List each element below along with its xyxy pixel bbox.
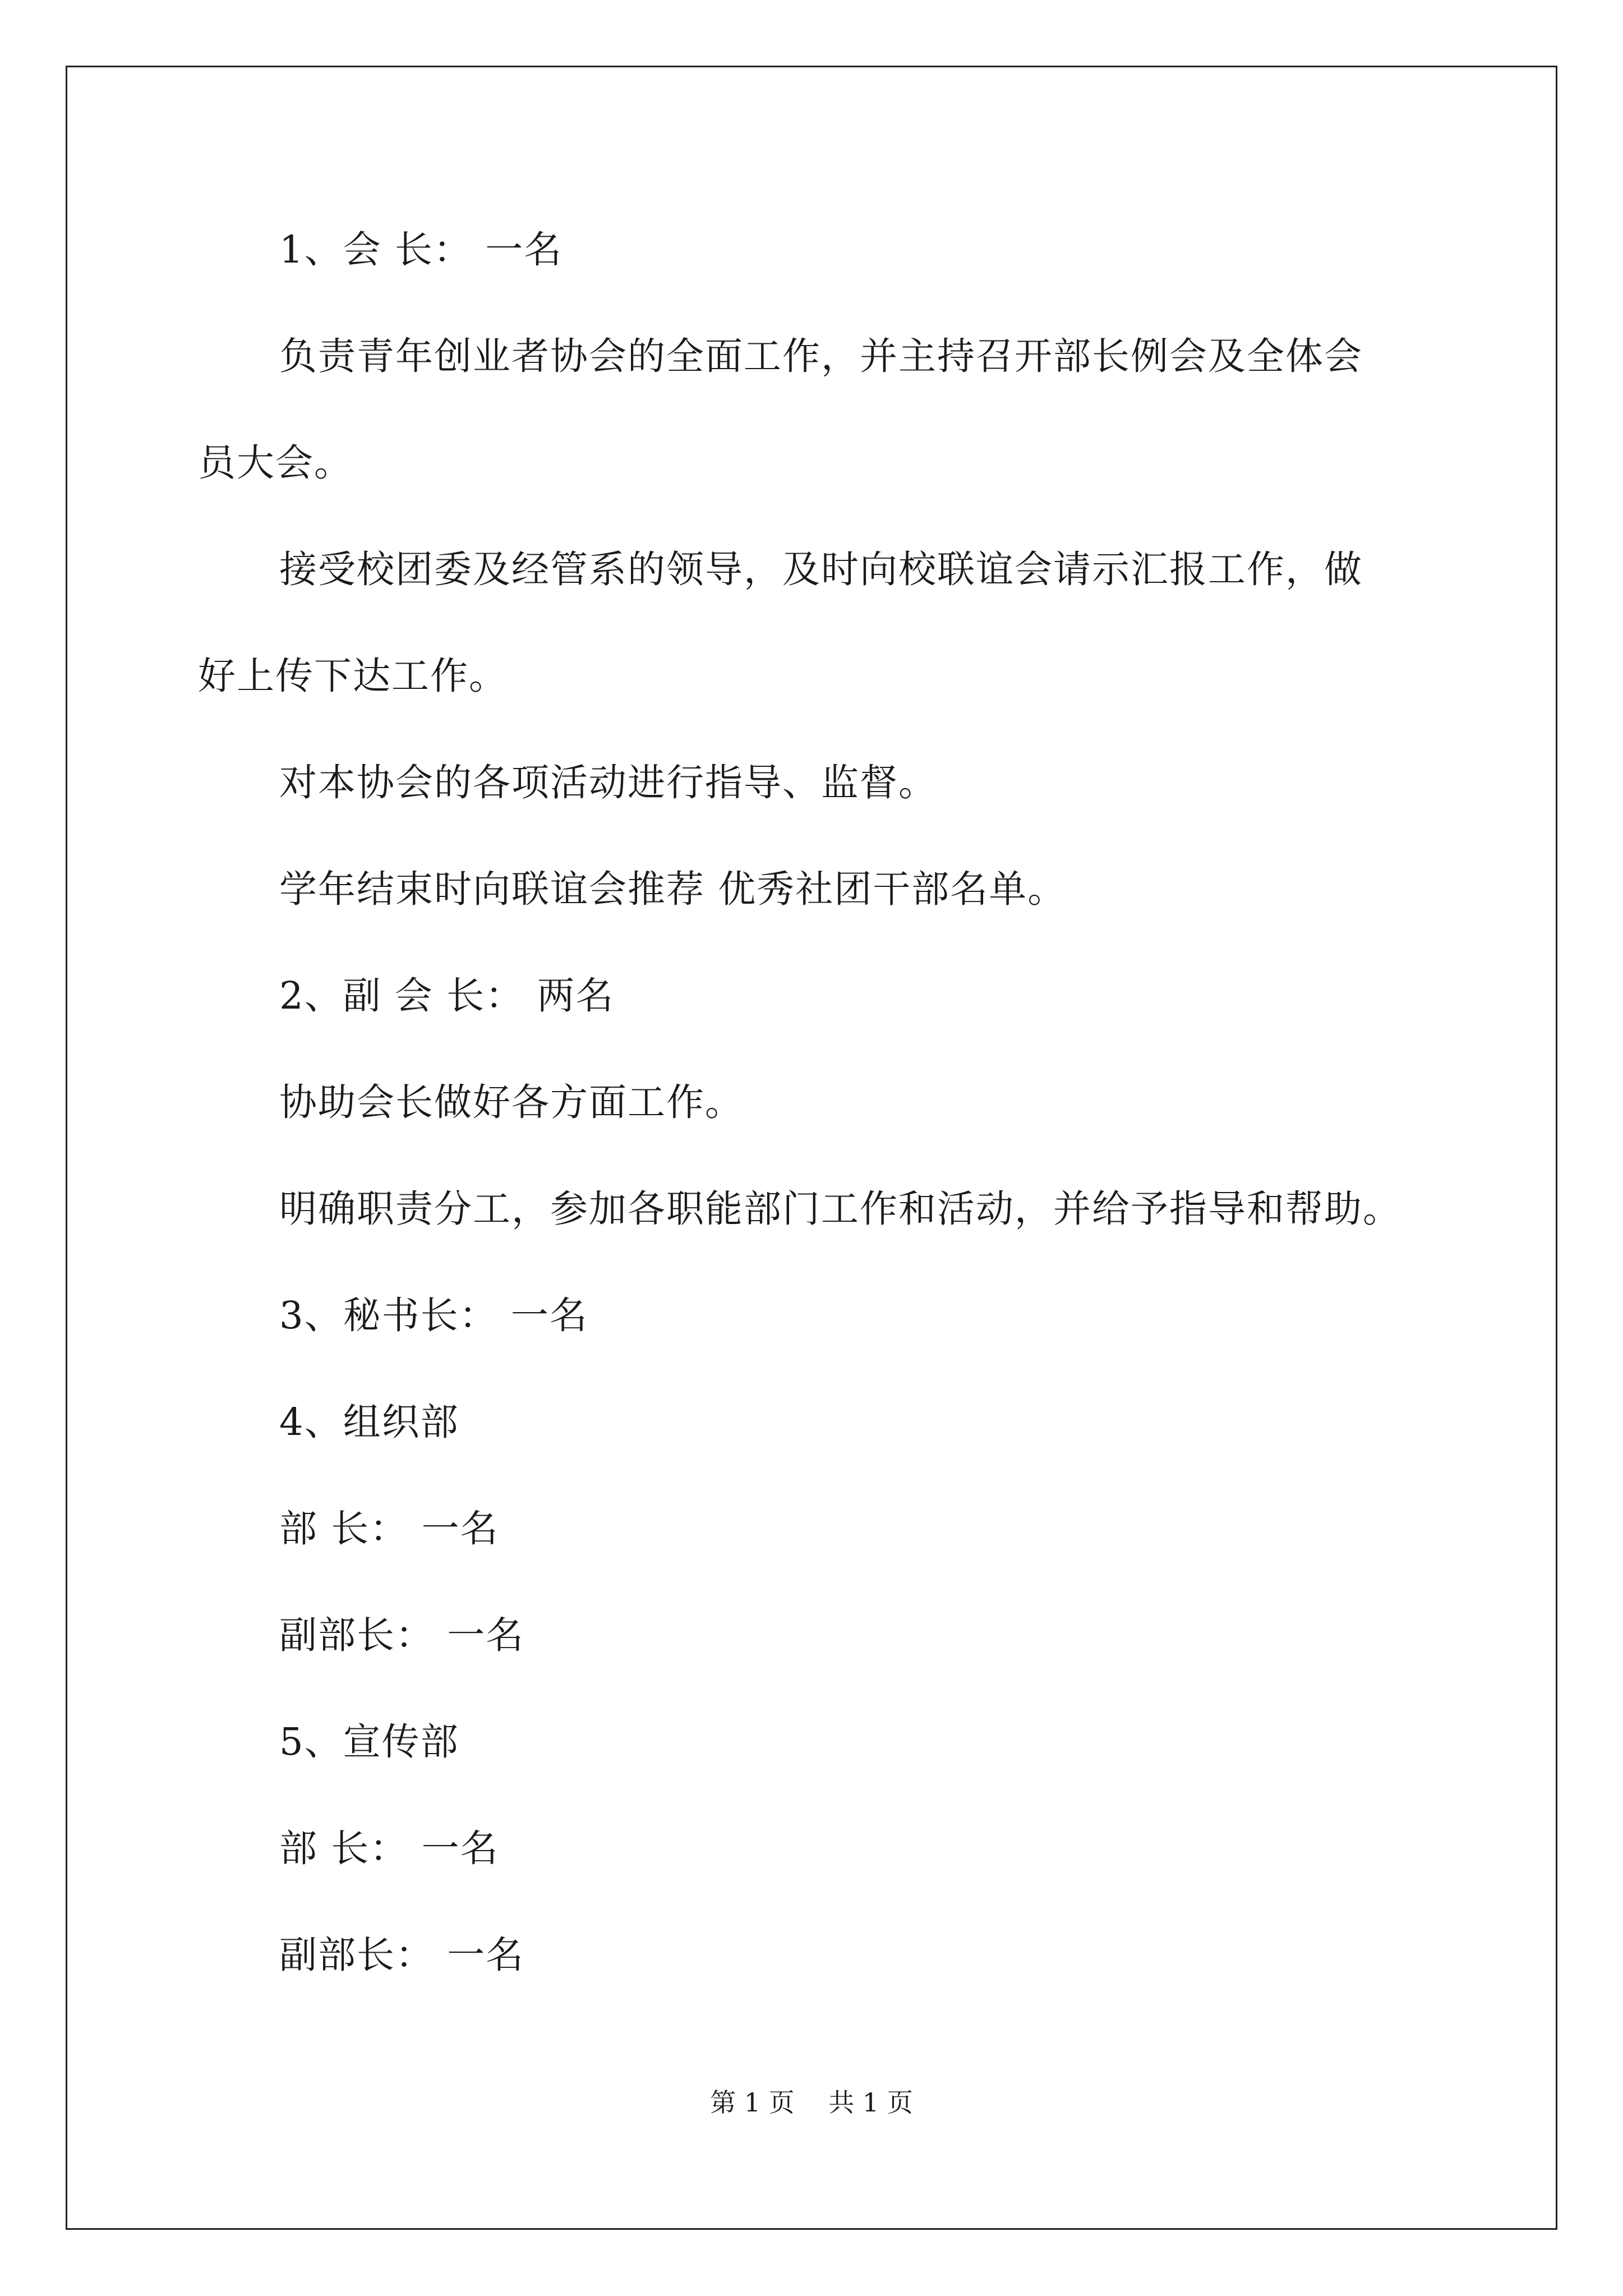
text-line-12: 4、组织部 <box>279 1400 459 1444</box>
text-line-9: 协助会长做好各方面工作。 <box>279 1080 744 1124</box>
text-line-8: 2、副 会 长： 两名 <box>279 974 615 1018</box>
text-line-4: 接受校团委及经管系的领导，及时向校联谊会请示汇报工作，做 <box>279 547 1363 591</box>
text-line-16: 部 长： 一名 <box>279 1826 499 1870</box>
text-line-3: 员大会。 <box>198 441 353 485</box>
text-line-2: 负责青年创业者协会的全面工作，并主持召开部长例会及全体会 <box>279 334 1363 378</box>
text-line-17: 副部长： 一名 <box>279 1933 525 1977</box>
text-line-11: 3、秘书长： 一名 <box>279 1294 588 1337</box>
text-line-5: 好上传下达工作。 <box>198 654 508 698</box>
text-line-7: 学年结束时向联谊会推荐 优秀社团干部名单。 <box>279 867 1067 911</box>
text-line-6: 对本协会的各项活动进行指导、监督。 <box>279 761 937 804</box>
text-line-13: 部 长： 一名 <box>279 1507 499 1550</box>
text-line-10: 明确职责分工，参加各职能部门工作和活动，并给予指导和帮助。 <box>279 1187 1401 1231</box>
page-number-footer: 第 1 页 共 1 页 <box>710 2087 913 2118</box>
page-border <box>66 66 1557 2230</box>
text-line-14: 副部长： 一名 <box>279 1613 525 1657</box>
text-line-15: 5、宣传部 <box>279 1720 459 1764</box>
text-line-1: 1、会 长： 一名 <box>279 228 563 272</box>
